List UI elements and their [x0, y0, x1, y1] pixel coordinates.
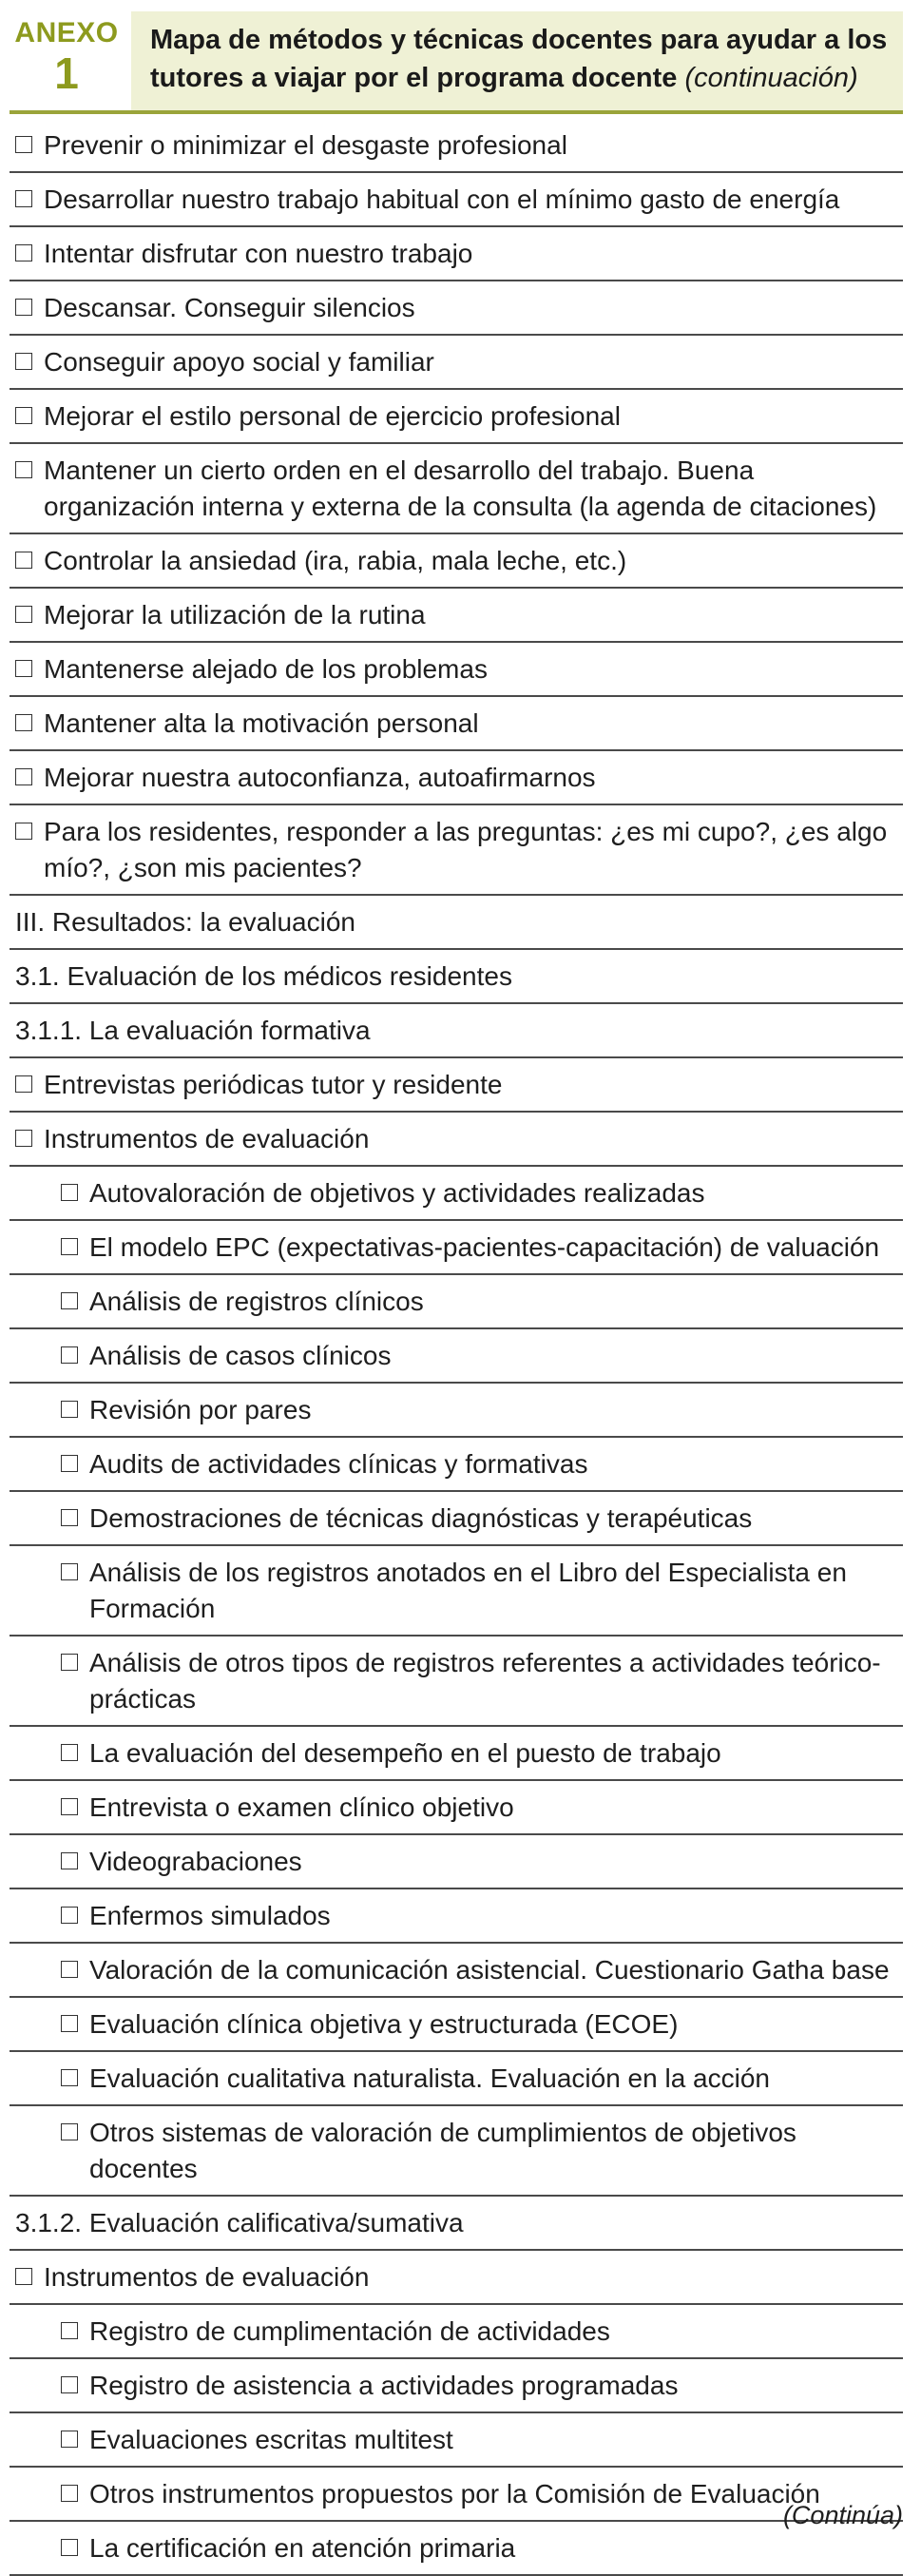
checklist-item [10, 589, 903, 643]
checklist-item [10, 1221, 903, 1275]
item-text: 3.1.1. La evaluación formativa [15, 1016, 371, 1045]
item-text: Instrumentos de evaluación [44, 2262, 370, 2292]
item-text: Análisis de otros tipos de registros referentes a actividades teórico-prácticas [89, 1648, 881, 1714]
checklist-item [10, 444, 903, 534]
checklist-item [10, 1944, 903, 1998]
checkbox-icon[interactable] [61, 2539, 78, 2556]
checkbox-icon[interactable] [61, 1563, 78, 1580]
item-text: Descansar. Conseguir silencios [44, 293, 415, 322]
item-text: Prevenir o minimizar el desgaste profesional [44, 130, 567, 160]
item-text: Conseguir apoyo social y familiar [44, 347, 434, 377]
item-text: Mantener un cierto orden en el desarrollo del trabajo. Buena organización interna y externa de la consulta (la agenda de citaciones) [44, 455, 877, 521]
annex-label: ANEXO [14, 17, 119, 48]
checklist-item [10, 534, 903, 589]
item-text: Otros sistemas de valoración de cumplimientos de objetivos docentes [89, 2118, 796, 2183]
checkbox-icon[interactable] [15, 190, 32, 207]
checklist-item [10, 751, 903, 805]
checkbox-icon[interactable] [15, 2268, 32, 2285]
checklist-item [10, 1835, 903, 1889]
checkbox-icon[interactable] [61, 1238, 78, 1255]
section-heading [10, 1004, 903, 1058]
checkbox-icon[interactable] [61, 1184, 78, 1201]
checklist-item [10, 2468, 903, 2522]
item-text: Autovaloración de objetivos y actividades realizadas [89, 1178, 705, 1208]
item-text: III. Resultados: la evaluación [15, 907, 355, 937]
checkbox-icon[interactable] [61, 2485, 78, 2502]
checkbox-icon[interactable] [61, 2322, 78, 2339]
checkbox-icon[interactable] [15, 299, 32, 316]
checklist-item [10, 697, 903, 751]
checklist-item [10, 1384, 903, 1438]
checklist-item [10, 227, 903, 281]
checkbox-icon[interactable] [61, 1907, 78, 1924]
checkbox-icon[interactable] [15, 1075, 32, 1093]
item-text: Audits de actividades clínicas y formativas [89, 1449, 588, 1479]
checkbox-icon[interactable] [15, 1130, 32, 1147]
checklist-item [10, 1113, 903, 1167]
checklist-item [10, 1546, 903, 1637]
item-text: Análisis de casos clínicos [89, 1341, 392, 1370]
checklist-item [10, 173, 903, 227]
checklist-item [10, 336, 903, 390]
item-text: Registro de cumplimentación de actividades [89, 2316, 610, 2346]
item-text: Valoración de la comunicación asistencial. Cuestionario Gatha base [89, 1955, 890, 1985]
item-text: Instrumentos de evaluación [44, 1124, 370, 1153]
item-text: Para los residentes, responder a las preguntas: ¿es mi cupo?, ¿es algo mío?, ¿son mis pacientes? [44, 817, 888, 882]
item-text: Mejorar el estilo personal de ejercicio profesional [44, 401, 621, 431]
checklist-item [10, 1889, 903, 1944]
checklist-item [10, 2359, 903, 2413]
checkbox-icon[interactable] [61, 1401, 78, 1418]
item-text: Desarrollar nuestro trabajo habitual con el mínimo gasto de energía [44, 184, 840, 214]
item-text: Enfermos simulados [89, 1901, 331, 1930]
checkbox-icon[interactable] [61, 2123, 78, 2140]
checklist [10, 119, 903, 2576]
item-text: La evaluación del desempeño en el puesto de trabajo [89, 1738, 721, 1768]
checklist-item [10, 2522, 903, 2576]
checklist-item [10, 1727, 903, 1781]
item-text: Entrevistas periódicas tutor y residente [44, 1070, 503, 1099]
annex-badge [10, 11, 124, 110]
annex-number: 1 [54, 48, 79, 98]
item-text: Entrevista o examen clínico objetivo [89, 1792, 514, 1822]
checkbox-icon[interactable] [61, 1346, 78, 1364]
checkbox-icon[interactable] [61, 1961, 78, 1978]
checkbox-icon[interactable] [15, 768, 32, 785]
checkbox-icon[interactable] [15, 606, 32, 623]
item-text: Mejorar la utilización de la rutina [44, 600, 426, 629]
section-heading [10, 950, 903, 1004]
checkbox-icon[interactable] [61, 2069, 78, 2086]
checkbox-icon[interactable] [15, 244, 32, 261]
item-text: Demostraciones de técnicas diagnósticas y terapéuticas [89, 1503, 753, 1533]
checklist-item [10, 119, 903, 173]
checkbox-icon[interactable] [15, 136, 32, 153]
checklist-item [10, 2106, 903, 2197]
item-text: Videograbaciones [89, 1847, 302, 1876]
checklist-item [10, 1275, 903, 1329]
checklist-item [10, 2052, 903, 2106]
checkbox-icon[interactable] [15, 461, 32, 478]
checklist-item [10, 1781, 903, 1835]
item-text: 3.1. Evaluación de los médicos residentes [15, 961, 512, 991]
continues-note: (Continúa) [782, 2501, 903, 2529]
checkbox-icon[interactable] [61, 1654, 78, 1671]
checkbox-icon[interactable] [61, 1744, 78, 1761]
checkbox-icon[interactable] [15, 823, 32, 840]
checkbox-icon[interactable] [61, 1292, 78, 1309]
checklist-item [10, 1637, 903, 1727]
item-text: Evaluaciones escritas multitest [89, 2425, 453, 2454]
checkbox-icon[interactable] [15, 660, 32, 677]
item-text: Registro de asistencia a actividades programadas [89, 2371, 679, 2400]
annex-header [10, 11, 903, 114]
item-text: Evaluación clínica objetiva y estructurada (ECOE) [89, 2009, 679, 2039]
annex-title: Mapa de métodos y técnicas docentes para ayudar a los tutores a viajar por el programa docente [150, 25, 888, 93]
annex-title-continuation: (continuación) [684, 63, 858, 93]
checklist-item [10, 2251, 903, 2305]
checklist-item [10, 643, 903, 697]
item-text: Análisis de registros clínicos [89, 1287, 424, 1316]
item-text: Evaluación cualitativa naturalista. Evaluación en la acción [89, 2063, 770, 2093]
checklist-item [10, 390, 903, 444]
checkbox-icon[interactable] [15, 407, 32, 424]
checkbox-icon[interactable] [61, 2376, 78, 2393]
checklist-item [10, 1329, 903, 1384]
item-text: Mejorar nuestra autoconfianza, autoafirmarnos [44, 763, 596, 792]
checklist-item [10, 1998, 903, 2052]
section-heading [10, 2197, 903, 2251]
checkbox-icon[interactable] [15, 552, 32, 569]
item-text: Otros instrumentos propuestos por la Comisión de Evaluación [89, 2479, 820, 2508]
checkbox-icon[interactable] [61, 1455, 78, 1472]
checklist-item [10, 2305, 903, 2359]
item-text: Intentar disfrutar con nuestro trabajo [44, 239, 473, 268]
checklist-item [10, 281, 903, 336]
checkbox-icon[interactable] [61, 1798, 78, 1815]
checkbox-icon[interactable] [61, 1852, 78, 1869]
annex-title-box [131, 11, 903, 110]
checklist-item [10, 2413, 903, 2468]
checkbox-icon[interactable] [15, 353, 32, 370]
checkbox-icon[interactable] [15, 714, 32, 731]
checklist-item [10, 1167, 903, 1221]
item-text: Análisis de los registros anotados en el Libro del Especialista en Formación [89, 1558, 847, 1623]
item-text: Revisión por pares [89, 1395, 312, 1424]
checklist-item [10, 1438, 903, 1492]
checkbox-icon[interactable] [61, 1509, 78, 1526]
checklist-item [10, 1492, 903, 1546]
section-heading [10, 896, 903, 950]
item-text: Mantenerse alejado de los problemas [44, 654, 488, 684]
checklist-item [10, 805, 903, 896]
checklist-item [10, 1058, 903, 1113]
item-text: La certificación en atención primaria [89, 2533, 516, 2563]
checkbox-icon[interactable] [61, 2431, 78, 2448]
checkbox-icon[interactable] [61, 2015, 78, 2032]
item-text: 3.1.2. Evaluación calificativa/sumativa [15, 2208, 464, 2237]
item-text: Controlar la ansiedad (ira, rabia, mala leche, etc.) [44, 546, 627, 575]
item-text: Mantener alta la motivación personal [44, 708, 479, 738]
item-text: El modelo EPC (expectativas-pacientes-capacitación) de valuación [89, 1232, 880, 1262]
